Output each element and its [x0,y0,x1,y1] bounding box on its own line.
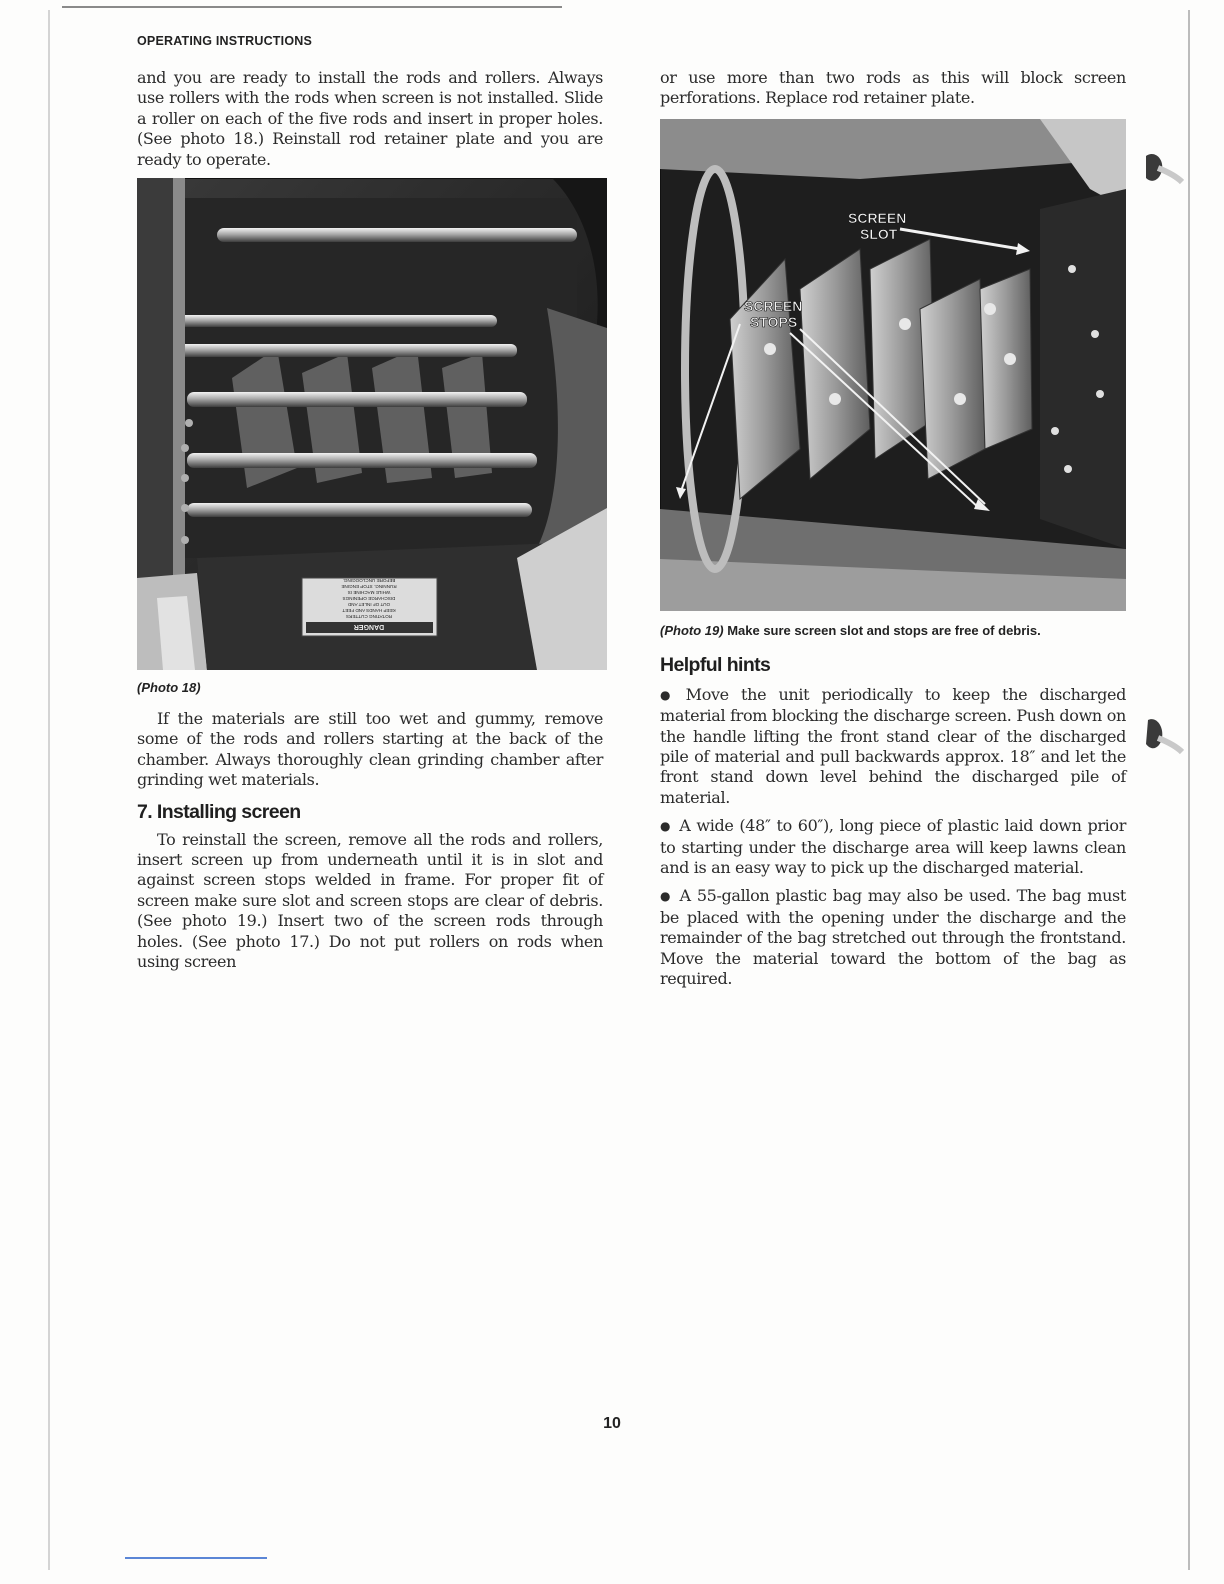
page-number: 10 [603,1415,621,1432]
callout-screen-stops-line1: SCREEN [744,297,803,314]
hint-text: Move the unit periodically to keep the discharged material from blocking the discharge screen. Push down on the handle lifting the front stand clear of the discharged pile of material and pull backwards approx. 18″ and let the front stand down level behind the discharged pile of material. [660,684,1127,807]
photo-19-caption [660,623,1126,638]
wet-materials-paragraph: If the materials are still too wet and gummy, remove some of the rods and rollers starting at the back of the chamber. Always thoroughly clean grinding chamber after grinding wet materials. [137,709,603,790]
photo-19-caption-text: Make sure screen slot and stops are free of debris. [727,622,1041,638]
bullet-icon: ● [660,889,672,904]
bullet-icon: ● [660,819,672,834]
photo-18-grinder-rods [137,178,607,670]
callout-screen-slot-line2: SLOT [860,225,898,242]
label-line: OUT OF INLET AND [347,602,391,608]
page-right-edge [1188,10,1190,1570]
left-column [137,68,603,973]
running-header: OPERATING INSTRUCTIONS [137,34,313,48]
section-heading-installing-screen: 7. Installing screen [137,800,301,823]
label-line: WHILE MACHINE IS [347,590,391,596]
binder-hole-icon [1140,148,1184,190]
right-column [660,68,1126,990]
hint-text: A wide (48″ to 60″), long piece of plastic laid down prior to starting under the discharge area will keep lawns clean and is an easy way to pick up the discharged material. [660,816,1127,878]
label-line: DISCHARGE OPENINGS [342,596,396,602]
callout-screen-slot-line1: SCREEN [848,209,907,226]
label-line: BEFORE UNCLOGGING. [342,578,396,584]
hint-item [660,685,1126,808]
page-left-edge [48,10,50,1570]
section-heading-helpful-hints: Helpful hints [660,653,771,676]
bullet-icon: ● [660,687,678,702]
page-top-edge [62,6,562,8]
label-line: RUNNING. STOP ENGINE [341,584,397,590]
photo-19-caption-ref: (Photo 19) [660,622,724,638]
page-bottom-edge [125,1557,267,1559]
photo-18-caption [137,680,603,695]
label-line: DANGER [353,623,385,631]
photo-19-screen-slot-stops [660,119,1126,611]
binder-hole-icon [1140,716,1184,758]
intro-paragraph: and you are ready to install the rods and rollers. Always use rollers with the rods when screen is not installed. Slide a roller on each of the five rods and insert in proper holes. (See photo 18.) Reinstall rod retainer plate and you are ready to operate. [137,68,603,169]
hint-text: A 55-gallon plastic bag may also be used. The bag must be placed with the opening under the discharge and the remainder of the bag stretched out through the frontstand. Move the material toward the bottom of the bag as required. [660,886,1126,989]
callout-screen-stops-line2: STOPS [750,313,798,330]
photo-18-caption-ref: (Photo 18) [137,680,201,696]
hint-item [660,886,1126,989]
label-line: KEEP HANDS AND FEET [342,608,396,614]
label-line: ROTATING CUTTERS [345,614,393,620]
installing-screen-paragraph: To reinstall the screen, remove all the rods and rollers, insert screen up from underneath until it is in slot and against screen stops welded in frame. For proper fit of screen make sure slot and screen stops are clear of debris. (See photo 19.) Insert two of the screen rods through holes. (See photo 17.) Do not put rollers on rods when using screen [137,829,603,972]
hint-item [660,816,1126,878]
continued-paragraph: or use more than two rods as this will block screen perforations. Replace rod retainer plate. [660,68,1126,108]
